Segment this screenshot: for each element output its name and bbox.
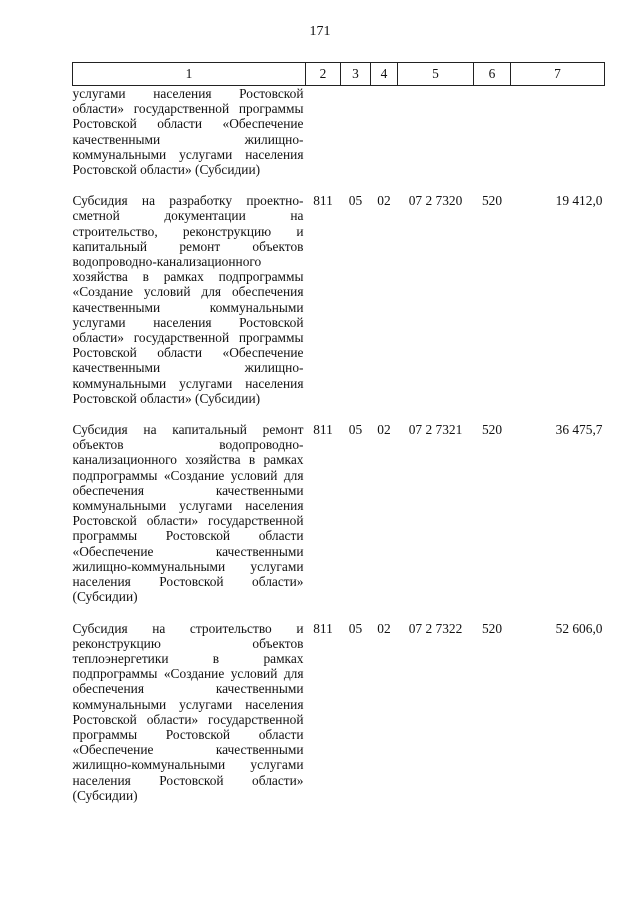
row-amount: 52 606,0: [555, 620, 603, 636]
row-target: 07 2 7322: [408, 620, 463, 636]
row-type: [474, 86, 511, 178]
header-admin: 2: [306, 63, 341, 86]
row-description: Субсидия на капитальный ремонт объектов водопроводно-канализационного хозяйства в рамках подпрограммы «Создание условий для обеспечения качественными коммунальными услугами населения Ростовской области» государственной программы Ростовской области «Обеспечение качественными жилищно-коммунальными услугами населения Ростовской области» (Субсидии): [72, 422, 304, 605]
budget-table: [72, 62, 605, 803]
row-subsection: 02: [377, 620, 391, 636]
row-type: 520: [481, 193, 503, 209]
header-section: 3: [341, 63, 371, 86]
row-section: 05: [348, 620, 363, 636]
row-target: 07 2 7320: [408, 193, 463, 209]
table-row: [73, 422, 605, 604]
row-type: 520: [481, 422, 503, 438]
row-admin: 811: [313, 422, 333, 438]
header-target: 5: [398, 63, 474, 86]
header-amount: 7: [511, 63, 605, 86]
page-number: 171: [309, 24, 331, 39]
row-spacer: [73, 177, 605, 193]
header-type: 6: [474, 63, 511, 86]
row-subsection: [371, 86, 398, 178]
row-admin: 811: [313, 193, 333, 209]
header-subsection: 4: [371, 63, 398, 86]
row-type: 520: [481, 620, 503, 636]
table-row: [73, 621, 605, 803]
row-subsection: 02: [377, 422, 391, 438]
row-section: [341, 86, 371, 178]
row-description: Субсидия на строительство и реконструкцию объектов теплоэнергетики в рамках подпрограммы «Создание условий для обеспечения качественными коммунальными услугами населения Ростовской области» государственной программы Ростовской области «Обеспечение качественными жилищно-коммунальными услугами населения Ростовской области» (Субсидии): [72, 620, 304, 803]
row-section: 05: [348, 422, 363, 438]
header-row: [73, 63, 605, 86]
header-description: 1: [73, 63, 306, 86]
row-admin: [306, 86, 341, 178]
row-admin: 811: [313, 620, 333, 636]
row-amount: [511, 86, 605, 178]
row-section: 05: [348, 193, 363, 209]
row-amount: 19 412,0: [555, 193, 603, 209]
row-amount: 36 475,7: [555, 422, 603, 438]
row-description: услугами населения Ростовской области» государственной программы Ростовской области «Обеспечение качественными жилищно-коммунальными услугами населения Ростовской области» (Субсидии): [72, 86, 304, 178]
row-spacer: [73, 605, 605, 621]
row-target: [398, 86, 474, 178]
table-row: [73, 86, 605, 178]
row-description: Субсидия на разработку проектно-сметной документации на строительство, реконструкцию и капитальный ремонт объектов водопроводно-канализационного хозяйства в рамках подпрограммы «Создание условий для обеспечения качественными коммунальными услугами населения Ростовской области» государственной программы Ростовской области «Обеспечение качественными жилищно-коммунальными услугами населения Ростовской области» (Субсидии): [72, 193, 304, 406]
row-spacer: [73, 406, 605, 422]
row-subsection: 02: [377, 193, 391, 209]
row-target: 07 2 7321: [408, 422, 463, 438]
table-row: [73, 193, 605, 406]
